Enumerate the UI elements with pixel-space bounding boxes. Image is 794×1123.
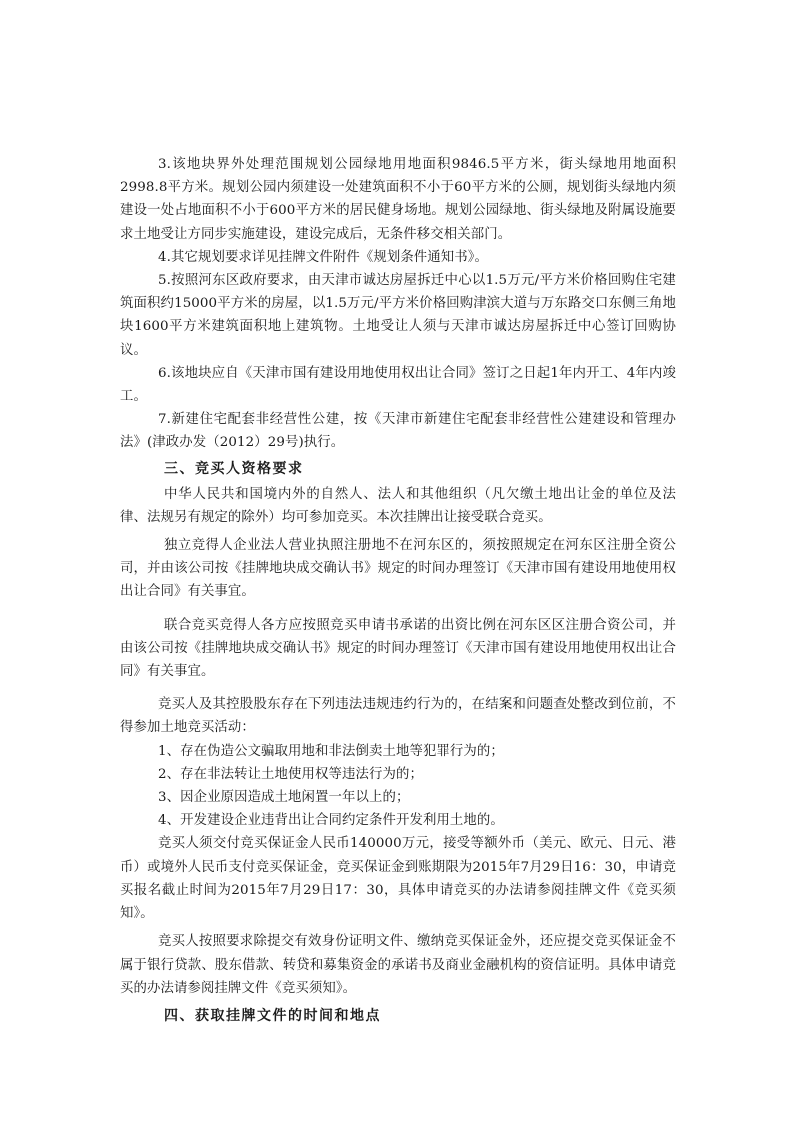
application-documents-paragraph: 竞买人按照要求除提交有效身份证明文件、缴纳竞买保证金外，还应提交竞买保证金不属于银行贷款、股东借款、转贷和募集资金的承诺书及商业金融机构的资信证明。具体申请竞买的办法请参阅挂牌文件《竞买须知》。 — [120, 934, 676, 996]
document-body — [120, 153, 676, 1028]
deposit-paragraph: 竞买人须交付竞买保证金人民币140000万元，接受等额外币（美元、欧元、日元、港币）或境外人民币支付竞买保证金，竞买保证金到账期限为2015年7月29日16：30，申请竞买报名截止时间为2015年7月29日17：30，具体申请竞买的办法请参阅挂牌文件《竞买须知》。 — [120, 836, 676, 922]
violation-item-4: 4、开发建设企业违背出让合同约定条件开发利用土地的。 — [158, 813, 504, 829]
independent-winner-paragraph: 独立竞得人企业法人营业执照注册地不在河东区的，须按照规定在河东区注册全资公司，并由该公司按《挂牌地块成交确认书》规定的时间办理签订《天津市国有建设用地使用权出让合同》有关事宜。 — [120, 538, 676, 600]
clause-6-paragraph: 6.该地块应自《天津市国有建设用地使用权出让合同》签订之日起1年内开工、4年内竣工。 — [120, 365, 676, 405]
violation-item-3: 3、因企业原因造成土地闲置一年以上的； — [158, 790, 410, 806]
eligibility-paragraph: 中华人民共和国境内外的自然人、法人和其他组织（凡欠缴土地出让金的单位及法律、法规另有规定的除外）均可参加竞买。本次挂牌出让接受联合竞买。 — [120, 486, 676, 525]
section-heading-bidder-qualifications: 三、竞买人资格要求 — [164, 460, 304, 477]
clause-5-paragraph: 5.按照河东区政府要求，由天津市诚达房屋拆迁中心以1.5万元/平方米价格回购住宅建筑面积约15000平方米的房屋，以1.5万元/平方米价格回购津滨大道与万东路交口东侧三角地块1600平方米建筑面积地上建筑物。土地受让人须与天津市诚达房屋拆迁中心签订回购协议。 — [120, 273, 676, 358]
clause-3-paragraph: 3.该地块界外处理范围规划公园绿地用地面积9846.5平方米，街头绿地用地面积2998.8平方米。规划公园内须建设一处建筑面积不小于60平方米的公厕，规划街头绿地内须建设一处占地面积不小于600平方米的居民健身场地。规划公园绿地、街头绿地及附属设施要求土地受让方同步实施建设，建设完成后，无条件移交相关部门。 — [120, 157, 676, 242]
clause-7-paragraph: 7.新建住宅配套非经营性公建，按《天津市新建住宅配套非经营性公建建设和管理办法》(津政办发（2012）29号)执行。 — [120, 412, 676, 451]
violations-intro-paragraph: 竞买人及其控股股东存在下列违法违规违约行为的，在结案和问题查处整改到位前，不得参加土地竞买活动： — [120, 697, 676, 736]
joint-winner-paragraph: 联合竞买竞得人各方应按照竞买申请书承诺的出资比例在河东区区注册合资公司，并由该公司按《挂牌地块成交确认书》规定的时间办理签订《天津市国有建设用地使用权出让合同》有关事宜。 — [120, 617, 676, 680]
violation-item-2: 2、存在非法转让土地使用权等违法行为的； — [158, 766, 423, 782]
clause-4-paragraph: 4.其它规划要求详见挂牌文件附件《规划条件通知书》。 — [158, 249, 489, 265]
section-heading-obtain-listing-documents: 四、获取挂牌文件的时间和地点 — [164, 1007, 381, 1024]
violation-item-1: 1、存在伪造公文骗取用地和非法倒卖土地等犯罪行为的； — [158, 743, 504, 759]
